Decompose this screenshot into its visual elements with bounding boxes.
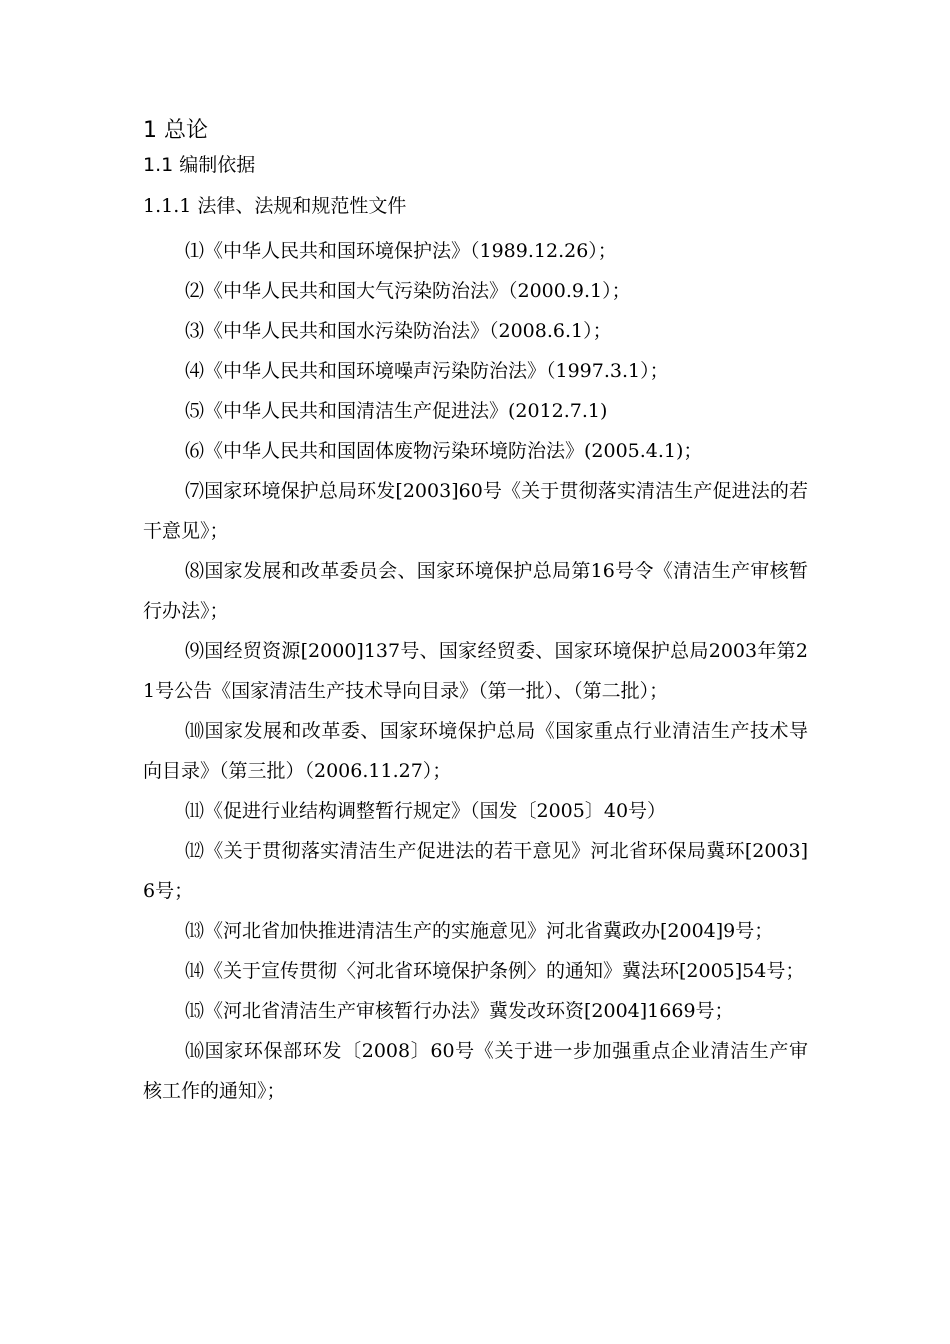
subsection-heading: 1.1.1 法律、法规和规范性文件: [143, 195, 407, 217]
chapter-heading: 1 总论: [143, 118, 208, 143]
list-item: ⑶《中华人民共和国水污染防治法》（2008.6.1）；: [185, 320, 612, 342]
list-item: ⑼国经贸资源[2000]137号、国家经贸委、国家环境保护总局2003年第21号公告《国家清洁生产技术导向目录》（第一批）、（第二批）；: [143, 640, 808, 702]
list-item: ⑹《中华人民共和国固体废物污染环境防治法》(2005.4.1)；: [185, 440, 703, 462]
list-item: ⑸《中华人民共和国清洁生产促进法》(2012.7.1): [185, 400, 608, 422]
list-item: ⒂《河北省清洁生产审核暂行办法》冀发改环资[2004]1669号；: [185, 1000, 734, 1022]
list-item: ⑴《中华人民共和国环境保护法》（1989.12.26）；: [185, 240, 617, 262]
list-item: ⑻国家发展和改革委员会、国家环境保护总局第16号令《清洁生产审核暂行办法》；: [143, 560, 808, 622]
list-item: ⒁《关于宣传贯彻〈河北省环境保护条例〉的通知》冀法环[2005]54号；: [185, 960, 805, 982]
list-item: ⑽国家发展和改革委、国家环境保护总局《国家重点行业清洁生产技术导向目录》（第三批）（2006.11.27）；: [143, 720, 808, 782]
list-item: ⒃国家环保部环发〔2008〕60号《关于进一步加强重点企业清洁生产审核工作的通知》；: [143, 1040, 808, 1102]
regulation-list: [143, 231, 808, 1111]
list-item: ⒀《河北省加快推进清洁生产的实施意见》河北省冀政办[2004]9号；: [185, 920, 774, 942]
list-item: ⑾《促进行业结构调整暂行规定》（国发〔2005〕40号）: [185, 800, 667, 822]
list-item: ⑵《中华人民共和国大气污染防治法》（2000.9.1）；: [185, 280, 631, 302]
section-heading: 1.1 编制依据: [143, 154, 256, 176]
list-item: ⑿《关于贯彻落实清洁生产促进法的若干意见》河北省环保局冀环[2003]6号；: [143, 840, 808, 902]
list-item: ⑷《中华人民共和国环境噪声污染防治法》（1997.3.1）；: [185, 360, 669, 382]
list-item: ⑺国家环境保护总局环发[2003]60号《关于贯彻落实清洁生产促进法的若干意见》；: [143, 480, 808, 542]
